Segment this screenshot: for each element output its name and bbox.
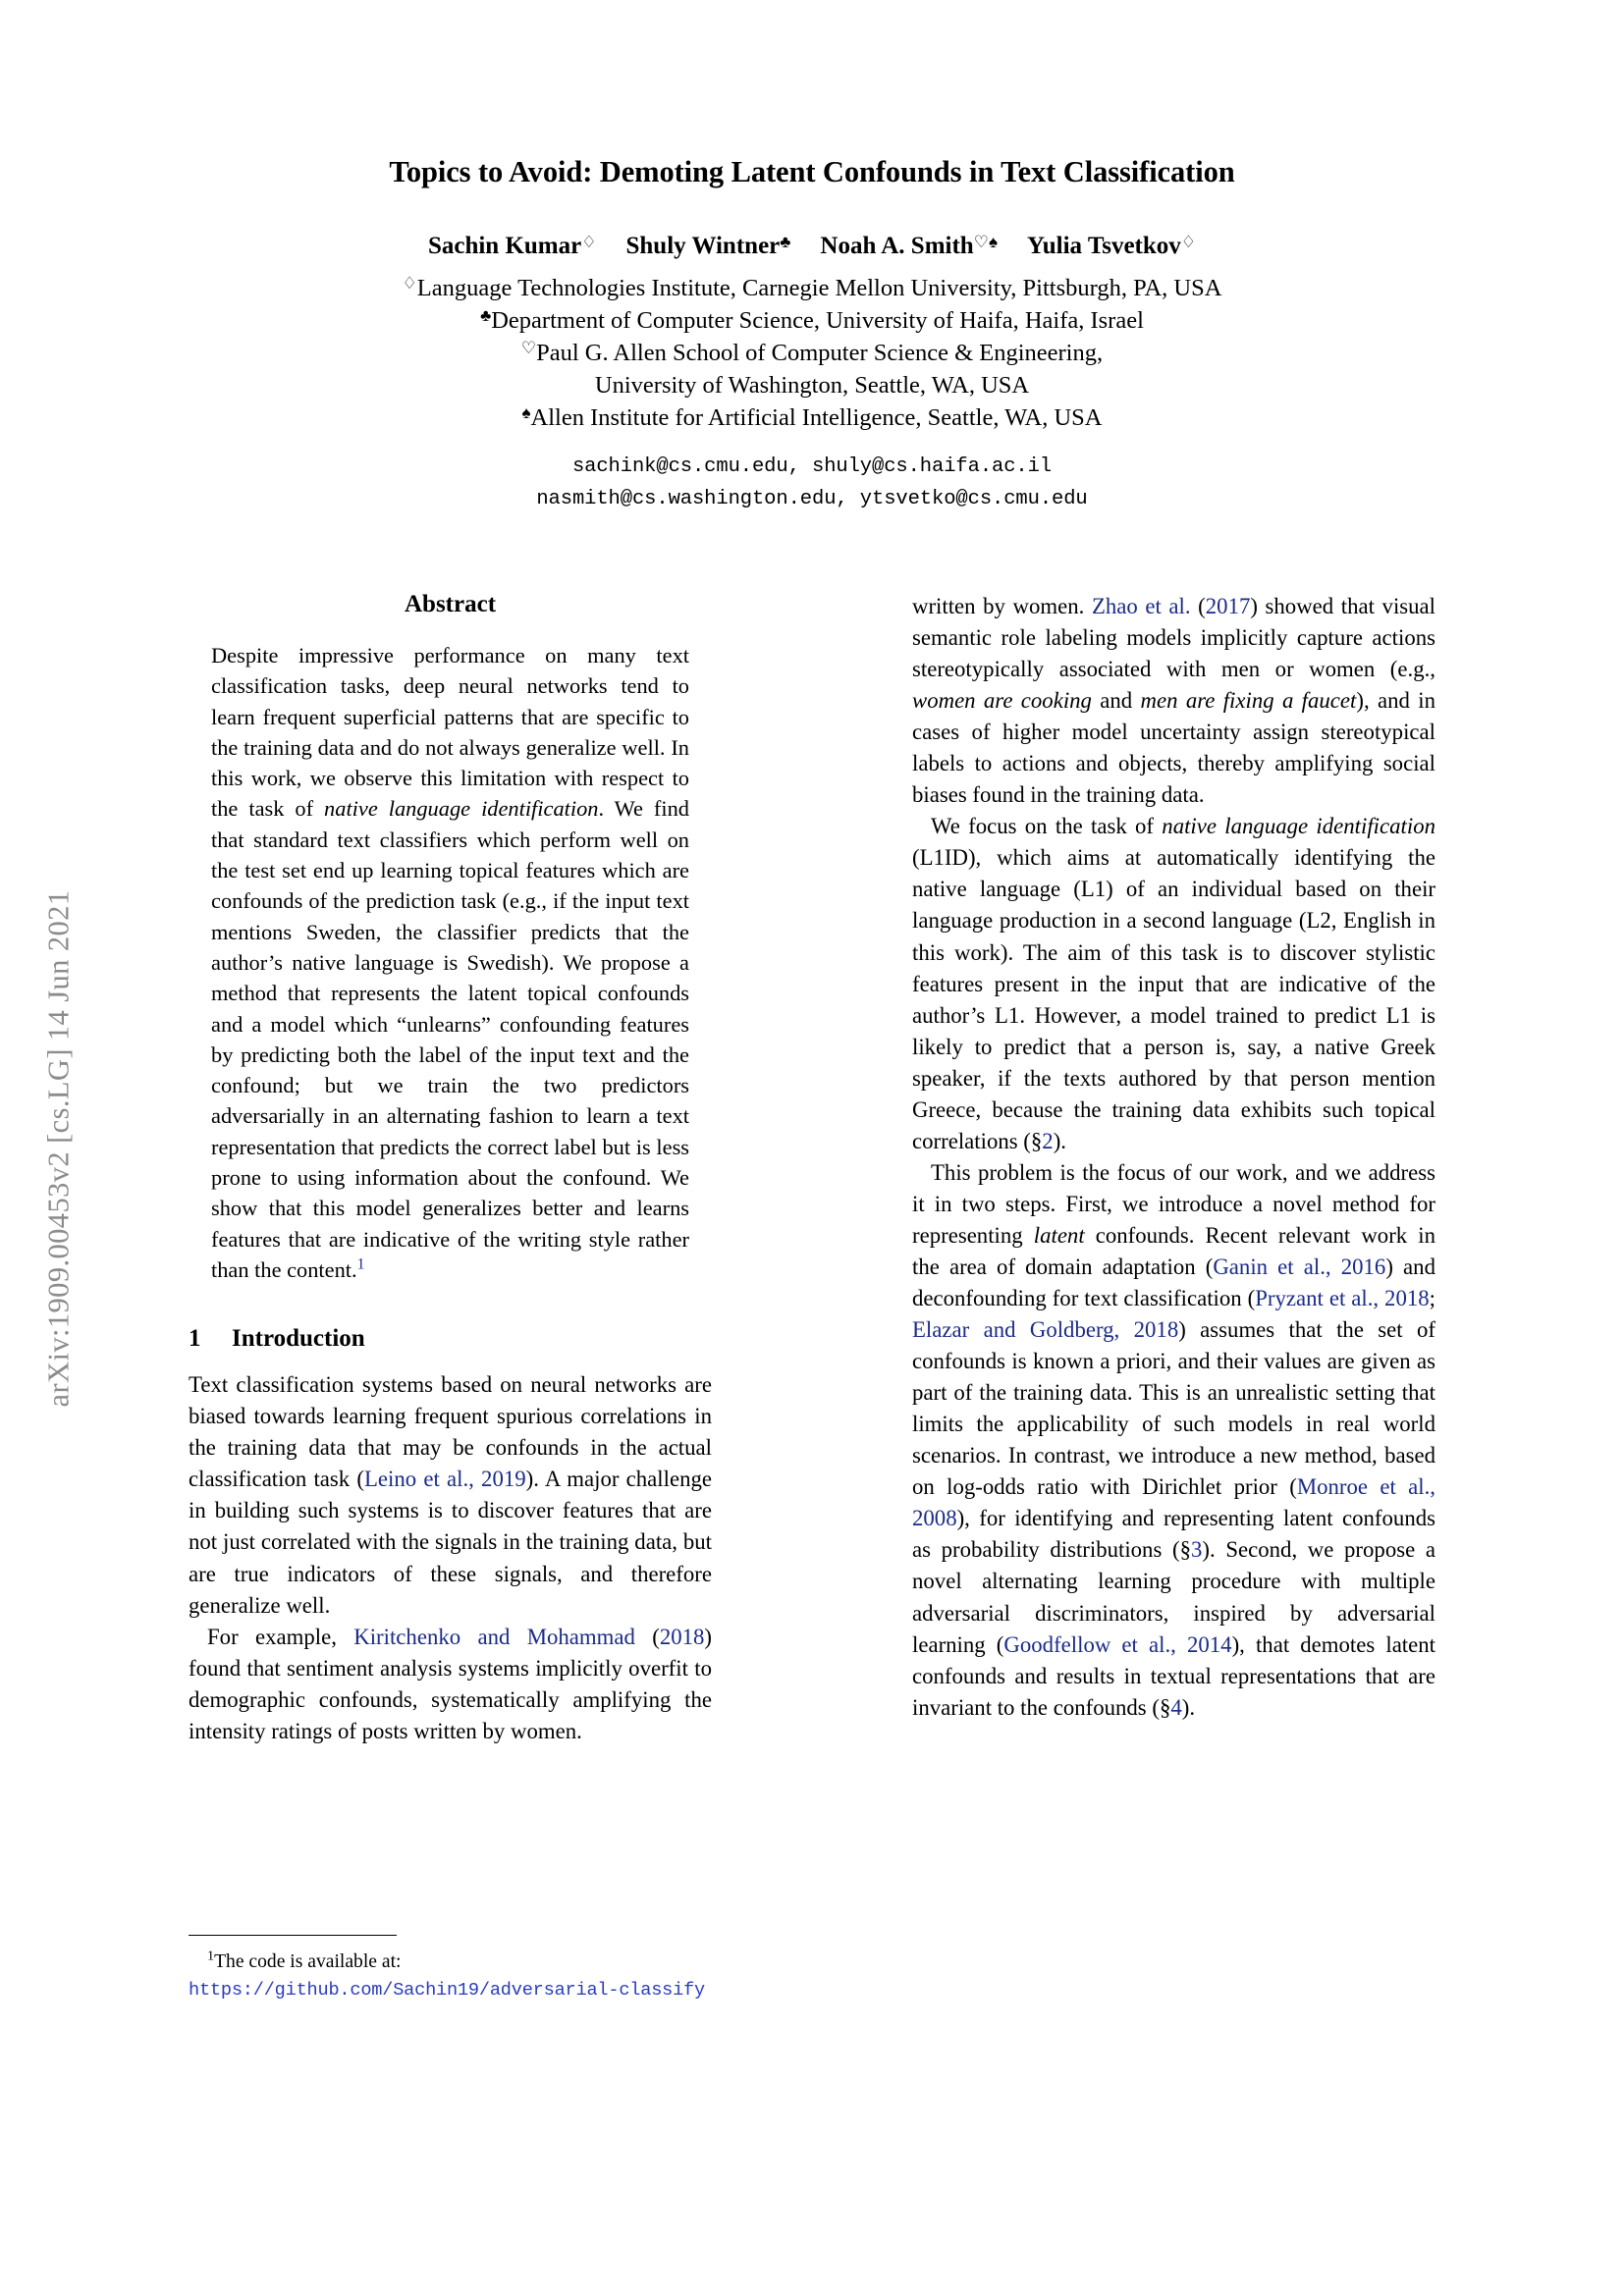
section-title: Introduction (232, 1325, 365, 1353)
footnote-text (189, 1949, 712, 2004)
body-emphasis: native language identification (1162, 814, 1435, 839)
author-entry (428, 233, 597, 259)
body-text: ), and in cases of higher model uncertainty assign stereotypical labels to actions and objects, thereby amplifying social biases found in the training data. (912, 688, 1435, 808)
body-text: written by women. (912, 594, 1092, 618)
affiliation-symbol: ♠ (521, 403, 531, 423)
author-name: Sachin Kumar (427, 233, 582, 260)
body-text: Text classification systems based on neural networks are biased towards learning frequent spurious correlations in the training data that may be confounds in the actual classification task ( (189, 1372, 712, 1492)
abstract-emphasis: native language identification (324, 796, 599, 822)
section-reference-link[interactable]: 2 (1042, 1128, 1054, 1153)
body-columns (189, 591, 1435, 2063)
body-text: ). Second, we propose a novel alternating learning procedure with multiple adversarial discriminators, inspired by adversarial learning ( (912, 1537, 1435, 1657)
body-text: confounds. Recent relevant work in the area of domain adaptation ( (912, 1222, 1435, 1279)
body-text: ), that demotes latent confounds and results in textual representations that are invariant to the confounds (§ (912, 1631, 1435, 1720)
affiliation-line (189, 272, 1435, 304)
affiliation-line (189, 369, 1435, 401)
affiliation-symbol: ♢ (402, 273, 417, 293)
page-title: Topics to Avoid: Demoting Latent Confounds in Text Classification (389, 155, 1235, 188)
body-text: ) found that sentiment analysis systems implicitly overfit to demographic confounds, systematically amplifying the intensity ratings of posts written by women. (189, 1624, 713, 1743)
left-column (189, 591, 713, 2002)
affiliation-symbol: ♡ (520, 339, 537, 357)
author-affiliation-symbol: ♡♠ (973, 233, 998, 252)
right-column (912, 591, 1435, 1724)
body-text: ). A major challenge in building such systems is to discover features that are not just correlated with the signals in the training data, but are true indicators of these signals, and therefore generalize well. (189, 1467, 712, 1618)
email-list (189, 451, 1435, 515)
paragraph (189, 1622, 712, 1747)
paragraph (912, 1157, 1435, 1724)
abstract-body (211, 640, 689, 1285)
affiliation-line (189, 401, 1435, 434)
affiliation-text: Language Technologies Institute, Carnegie Mellon University, Pittsburgh, PA, USA (416, 274, 1222, 301)
author-affiliation-symbol: ♢ (1180, 233, 1197, 252)
body-text: For example, (207, 1624, 354, 1649)
footnote-marker[interactable]: 1 (356, 1255, 365, 1273)
paper-page (189, 0, 1435, 2296)
author-entry (625, 233, 790, 259)
body-text: ), for identifying and representing latent confounds as probability distributions (§ (912, 1506, 1435, 1563)
abstract-text: . We find that standard text classifiers which perform well on the test set end up learning topical features which are confounds of the prediction task (e.g., if the input text mentions Sweden, the classifier predicts that the author’s native language is Swedish). We propose a method that represents the latent topical confounds and a model which “unlearns” confounding features by predicting both the label of the input text and the confound; but we train the two predictors adversarially in an alternating fashion to learn a text representation that predicts the correct label but is less prone to using information about the confound. We show that this model generalizes better and learns features that are indicative of the writing style rather than the content. (211, 796, 689, 1282)
body-text: (L1ID), which aims at automatically identifying the native language (L1) of an individual based on their language production in a second language (L2, English in this work). The aim of this task is to discover stylistic features present in the input that are indicative of the author’s L1. However, a model trained to predict L1 is likely to predict that a person is, say, a native Greek speaker, if the texts authored by that person mention Greece, because the training data exhibits such topical correlations (§ (912, 845, 1435, 1153)
body-text: ). (1181, 1694, 1196, 1720)
citation-link[interactable]: Goodfellow et al., 2014 (1003, 1631, 1232, 1657)
footnote-rule (189, 1935, 397, 1936)
body-text: ). (1053, 1128, 1066, 1153)
paragraph (912, 811, 1435, 1157)
citation-link[interactable]: Zhao et al. (1091, 594, 1191, 618)
body-text: ) showed that visual semantic role labeling models implicitly capture actions stereotypically associated with men or women (e.g., (912, 594, 1436, 682)
body-emphasis: latent (1033, 1222, 1085, 1248)
abstract-heading: Abstract (404, 591, 497, 617)
footnote-number: 1 (207, 1948, 215, 1964)
section-number: 1 (189, 1325, 201, 1353)
title-block (189, 0, 1435, 515)
author-name: Noah A. Smith (820, 233, 974, 260)
citation-link[interactable]: Kiritchenko and Mohammad (353, 1624, 635, 1649)
affiliation-text: Department of Computer Science, University of Haifa, Haifa, Israel (491, 306, 1144, 334)
email-line[interactable]: nasmith@cs.washington.edu, ytsvetko@cs.cmu.edu (536, 487, 1088, 510)
citation-link[interactable]: Pryzant et al., 2018 (1255, 1286, 1430, 1311)
affiliation-text: Allen Institute for Artificial Intelligence, Seattle, WA, USA (530, 404, 1103, 432)
author-affiliation-symbol: ♢ (581, 233, 597, 252)
email-line[interactable]: sachink@cs.cmu.edu, shuly@cs.haifa.ac.il (571, 454, 1053, 478)
affiliation-symbol: ♣ (480, 305, 492, 325)
affiliation-text: Paul G. Allen School of Computer Science & Engineering, (536, 340, 1104, 366)
affiliation-line (189, 304, 1435, 337)
body-text: We focus on the task of (931, 814, 1163, 839)
author-entry (820, 233, 998, 259)
section-reference-link[interactable]: 4 (1170, 1694, 1182, 1720)
citation-year-link[interactable]: 2018 (659, 1624, 705, 1649)
footnote-url-link[interactable]: https://github.com/Sachin19/adversarial-classify (189, 1980, 705, 2002)
affiliation-text: University of Washington, Seattle, WA, USA (594, 372, 1030, 400)
citation-link[interactable]: Monroe et al., 2008 (912, 1474, 1435, 1531)
body-text: ) and deconfounding for text classification ( (912, 1254, 1435, 1311)
body-text: ) assumes that the set of confounds is known a priori, and their values are given as part of the training data. This is an unrealistic setting that limits the applicability of such models in real world scenarios. In contrast, we introduce a new method, based on log-odds ratio with Dirichlet prior ( (912, 1317, 1435, 1500)
affiliation-line (189, 337, 1435, 369)
citation-link[interactable]: Elazar and Goldberg, 2018 (912, 1317, 1179, 1343)
body-emphasis: women are cooking (912, 688, 1092, 714)
introduction-body (189, 1369, 712, 1747)
body-text: and (1091, 688, 1141, 714)
section-heading-introduction (189, 1325, 712, 1353)
paragraph (189, 1369, 712, 1621)
body-text: ( (1190, 594, 1206, 618)
author-name: Yulia Tsvetkov (1027, 233, 1181, 260)
affiliation-list (189, 272, 1435, 435)
citation-link[interactable]: Leino et al., 2019 (363, 1467, 526, 1492)
footnote-block (189, 1935, 712, 2004)
citation-year-link[interactable]: 2017 (1205, 594, 1251, 618)
abstract-text: Despite impressive performance on many text classification tasks, deep neural networks tend to learn frequent superficial patterns that are specific to the training data and do not always generalize well. In this work, we observe this limitation with respect to the task of (211, 643, 689, 822)
author-list (189, 231, 1435, 263)
arxiv-stamp-text: arXiv:1909.00453v2 [cs.LG] 14 Jun 2021 (41, 889, 76, 1407)
footnote-label: The code is available at: (214, 1951, 402, 1972)
citation-link[interactable]: Ganin et al., 2016 (1213, 1254, 1386, 1279)
body-text: ; (1429, 1286, 1435, 1311)
right-column-body (912, 591, 1435, 1724)
section-reference-link[interactable]: 3 (1190, 1537, 1203, 1563)
body-text: ( (634, 1624, 660, 1649)
author-entry (1027, 233, 1196, 259)
arxiv-stamp (0, 0, 118, 2296)
author-affiliation-symbol: ♣ (780, 233, 791, 252)
body-emphasis: men are fixing a faucet (1140, 688, 1357, 714)
author-name: Shuly Wintner (625, 233, 781, 260)
body-text: This problem is the focus of our work, and we address it in two steps. First, we introduce a novel method for representing (912, 1159, 1435, 1248)
paragraph (912, 591, 1435, 811)
abstract-paragraph (211, 640, 689, 1285)
